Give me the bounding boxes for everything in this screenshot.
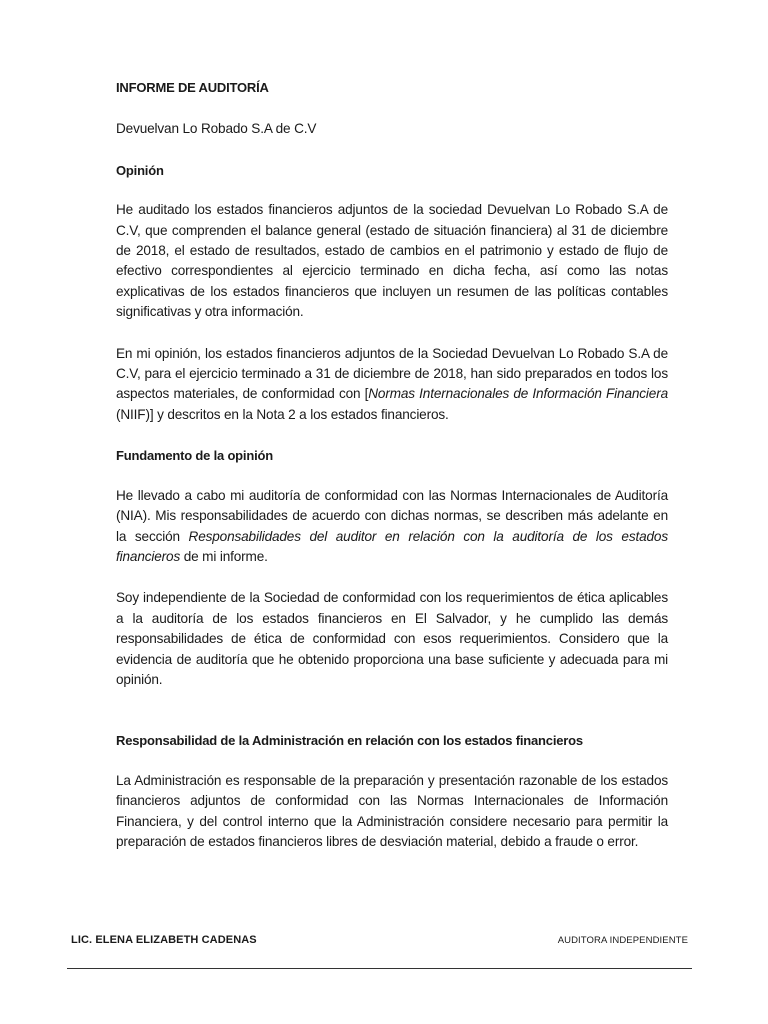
section-heading-fundamento: Fundamento de la opinión bbox=[116, 448, 273, 464]
responsabilidad-paragraph-1: La Administración es responsable de la preparación y presentación razonable de los estados financieros adjuntos de conformidad con las Normas Internacionales de Información Financiera, y del control interno que la Administración considere necesario para permitir la preparación de estados financieros libres de desviación material, debido a fraude o error. bbox=[116, 772, 668, 849]
footer-divider bbox=[67, 968, 692, 969]
section-heading-responsabilidad: Responsabilidad de la Administración en relación con los estados financieros bbox=[116, 733, 583, 749]
footer-signatory-name: LIC. ELENA ELIZABETH CADENAS bbox=[71, 934, 257, 946]
opinion-paragraph-1: He auditado los estados financieros adjuntos de la sociedad Devuelvan Lo Robado S.A de C.V, que comprenden el balance general (estado de situación financiera) al 31 de diciembre de 2018, el estado de resultados, estado de cambios en el patrimonio y estado de flujo de efectivo correspondientes al ejercicio terminado en dicha fecha, así como las notas explicativas de los estados financieros que incluyen un resumen de las políticas contables significativas y otra información. bbox=[116, 202, 668, 320]
auditor-responsibilities-section-ref: Responsabilidades del auditor en relación con la auditoría de los estados financieros bbox=[116, 528, 668, 564]
document-body bbox=[116, 78, 668, 852]
niif-standard-name: Normas Internacionales de Información Financiera bbox=[368, 386, 668, 402]
opinion-paragraph-2-tail: (NIIF)] y descritos en la Nota 2 a los estados financieros. bbox=[116, 406, 449, 422]
document-title: INFORME DE AUDITORÍA bbox=[116, 80, 269, 95]
fundamento-paragraph-1-tail: de mi informe. bbox=[180, 548, 268, 564]
fundamento-paragraph-1 bbox=[116, 486, 668, 568]
opinion-paragraph-2 bbox=[116, 344, 668, 426]
opinion-paragraph-2-text: En mi opinión, los estados financieros adjuntos de la Sociedad Devuelvan Lo Robado S.A de C.V, para el ejercicio terminado a 31 de diciembre de 2018, han sido preparados en todos los aspectos materiales, de conformidad con [ bbox=[116, 345, 668, 402]
footer-signatory-role: AUDITORA INDEPENDIENTE bbox=[557, 935, 688, 946]
fundamento-paragraph-1-text: He llevado a cabo mi auditoría de conformidad con las Normas Internacionales de Auditoría (NIA). Mis responsabilidades de acuerdo con dichas normas, se describen más adelante en la sección bbox=[116, 487, 668, 544]
section-heading-opinion: Opinión bbox=[116, 162, 164, 178]
fundamento-paragraph-2: Soy independiente de la Sociedad de conformidad con los requerimientos de ética aplicables a la auditoría de los estados financieros en El Salvador, y he cumplido las demás responsabilidades de ética de conformidad con esos requerimientos. Considero que la evidencia de auditoría que he obtenido proporciona una base suficiente y adecuada para mi opinión. bbox=[116, 590, 668, 687]
company-name: Devuelvan Lo Robado S.A de C.V bbox=[116, 121, 317, 137]
